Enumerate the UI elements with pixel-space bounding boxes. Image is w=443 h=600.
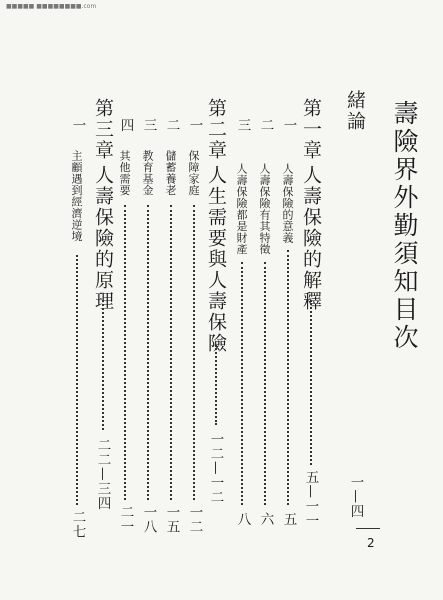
ch2-item4-no: 四 [117, 118, 134, 133]
chapter2-label: 第二章 [205, 98, 227, 161]
intro-page: 一—四 [347, 475, 364, 519]
ch2-item2-text: 儲蓄養老 [164, 150, 177, 196]
ch1-item3-no: 三 [234, 118, 251, 133]
ch1-item2-text: 人壽保險有其特徵 [258, 163, 271, 255]
ch2-item4-text: 其他需要 [118, 150, 131, 196]
ch1-item3-text: 人壽保險都是財產 [235, 163, 248, 255]
chapter1-label: 第一章 [300, 98, 322, 161]
ch2-item1-page: 一二 [186, 505, 203, 534]
ch1-item1-no: 一 [280, 118, 297, 133]
ch1-item1-leader [287, 250, 289, 505]
ch2-item2-leader [170, 205, 172, 500]
ch1-item3-page: 八 [234, 512, 251, 527]
page-number-rule [356, 528, 380, 529]
chapter1-leader [310, 300, 312, 465]
chapter3-label: 第三章 [92, 98, 114, 161]
chapter3-page: 二二—三四 [94, 438, 111, 511]
ch2-item4-leader [124, 205, 126, 500]
chapter3-title: 人壽保險的原理 [92, 165, 114, 312]
chapter1-title: 人壽保險的解釋 [300, 165, 322, 312]
watermark: ■■■■■ ■■■■■■■■.com [6, 3, 97, 10]
ch2-item2-page: 一五 [163, 505, 180, 534]
ch1-item3-leader [241, 262, 243, 505]
ch3-item1-leader [76, 255, 78, 505]
page-number: 2 [367, 536, 375, 550]
ch3-item1-text: 主顧遇到經濟逆境 [70, 150, 83, 242]
chapter3-leader [102, 300, 104, 430]
ch2-item2-no: 二 [163, 118, 180, 133]
ch2-item1-leader [193, 205, 195, 500]
ch3-item1-no: 一 [69, 118, 86, 133]
ch1-item2-page: 六 [257, 512, 274, 527]
chapter2-leader [215, 345, 217, 425]
chapter2-title: 人生需要與人壽保險 [205, 165, 227, 354]
ch3-item1-page: 二七 [69, 510, 86, 539]
ch2-item1-no: 一 [186, 118, 203, 133]
ch1-item2-leader [264, 262, 266, 505]
ch1-item2-no: 二 [257, 118, 274, 133]
document-title: 壽險界外勤須知目次 [390, 100, 419, 352]
ch2-item1-text: 保障家庭 [187, 150, 200, 196]
ch2-item3-page: 一八 [140, 505, 157, 534]
ch2-item3-no: 三 [140, 118, 157, 133]
ch2-item4-page: 二一 [117, 505, 134, 534]
ch1-item1-page: 五 [280, 512, 297, 527]
ch2-item3-text: 教育基金 [141, 150, 154, 196]
intro-label: 緒論 [344, 90, 366, 132]
ch2-item3-leader [147, 205, 149, 500]
ch1-item1-text: 人壽保險的意義 [281, 163, 294, 244]
chapter1-page: 五—一一 [302, 470, 319, 528]
chapter2-page: 一二—一二 [207, 432, 224, 505]
